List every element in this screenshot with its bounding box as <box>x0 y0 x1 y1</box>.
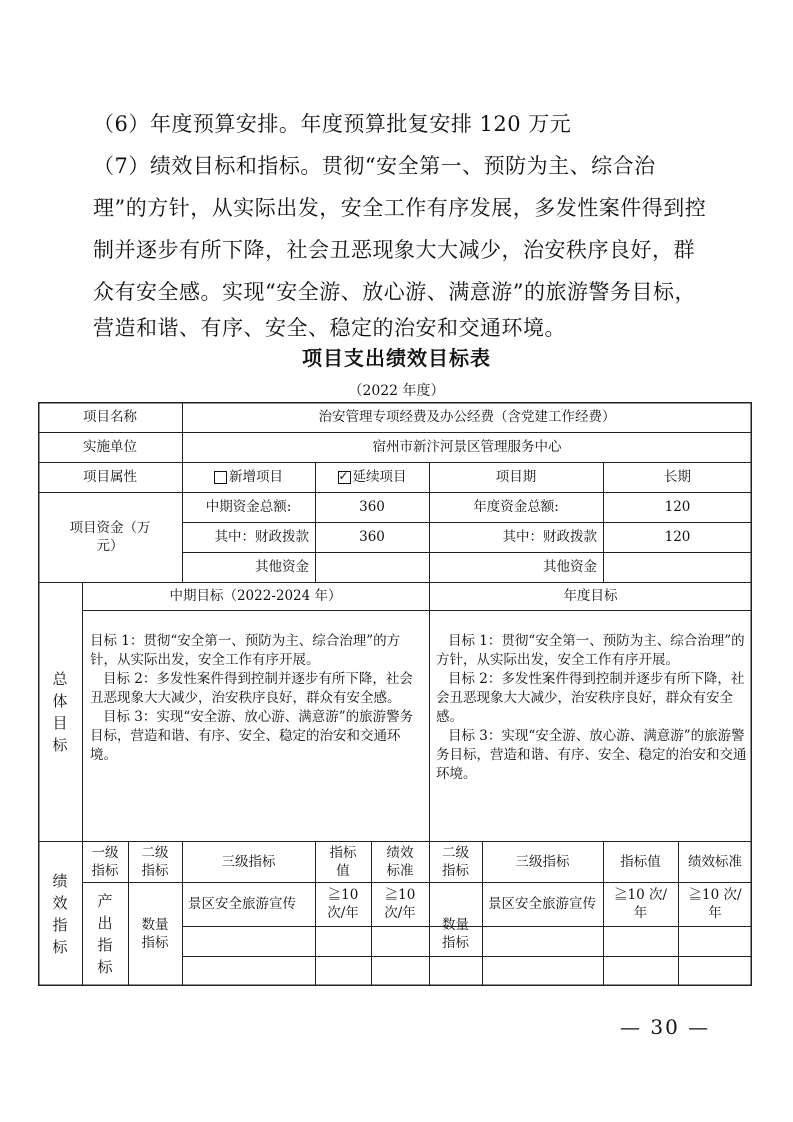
quantity-indicators-label-year: 数量指标 <box>442 917 469 951</box>
header-level2-year: 二级指标 <box>442 844 469 879</box>
year-total-label: 年度资金总额: <box>473 499 559 515</box>
row1-value-year: ≧10 次/年 <box>613 887 668 921</box>
mid-total-value: 360 <box>359 499 385 515</box>
row1-level3-year: 景区安全旅游宣传 <box>488 896 596 912</box>
checkbox-checked-icon <box>338 471 351 484</box>
checkbox-empty-icon <box>214 471 227 484</box>
row1-value: ≧10 次/年 <box>327 887 359 921</box>
attr-continue-option <box>315 462 429 492</box>
attr-continue-label: 延续项目 <box>352 469 407 485</box>
attr-new-label: 新增项目 <box>229 469 283 485</box>
row1-standard: ≧10 次/年 <box>384 887 416 921</box>
mid-goal-header: 中期目标（2022-2024 年） <box>169 588 342 604</box>
unit-label: 实施单位 <box>83 439 137 455</box>
year-other-label: 其他资金 <box>543 559 597 575</box>
performance-table <box>38 402 752 986</box>
header-level3-year: 三级指标 <box>515 853 570 870</box>
year-goal-header: 年度目标 <box>563 588 618 604</box>
header-level1: 一级指标 <box>91 844 119 879</box>
project-name-value: 治安管理专项经费及办公经费（含党建工作经费） <box>318 409 616 425</box>
paragraph-goals-line-2: 理”的方针，从实际出发，安全工作有序发展，多发性案件得到控 <box>93 196 707 220</box>
mid-goal-3: 目标 3：实现“安全游、放心游、满意游”的旅游警务目标，营造和谐、有序、安全、稳定的治安和交通环境。 <box>90 709 414 763</box>
mid-fiscal-value: 360 <box>359 529 385 545</box>
paragraph-goals-line-5: 营造和谐、有序、安全、稳定的治安和交通环境。 <box>93 316 566 340</box>
project-attr-label: 项目属性 <box>83 469 137 485</box>
table-title: 项目支出绩效目标表 <box>302 346 491 370</box>
period-value: 长期 <box>664 469 691 485</box>
output-indicators-label: 产出指标 <box>97 892 113 976</box>
header-standard-year: 绩效标准 <box>688 853 742 870</box>
overall-goals-label: 总体目标 <box>52 669 68 754</box>
page-number: — 30 — <box>620 1015 711 1039</box>
paragraph-goals-line-1: （7）绩效目标和指标。贯彻“安全第一、预防为主、综合治 <box>93 154 656 178</box>
paragraph-goals-line-3: 制并逐步有所下降，社会丑恶现象大大减少，治安秩序良好，群 <box>93 238 695 262</box>
paragraph-budget: （6）年度预算安排。年度预算批复安排 120 万元 <box>93 112 572 136</box>
mid-goal-2: 目标 2：多发性案件得到控制并逐步有所下降，社会丑恶现象大大减少，治安秩序良好，群众有安全感。 <box>90 671 413 706</box>
quantity-indicators-label: 数量指标 <box>141 917 169 951</box>
mid-other-label: 其他资金 <box>255 559 309 575</box>
header-value-year: 指标值 <box>620 853 661 870</box>
row1-level3: 景区安全旅游宣传 <box>188 896 296 912</box>
funds-label: 项目资金（万元） <box>69 520 151 554</box>
header-level2: 二级指标 <box>141 844 169 879</box>
table-subtitle: （2022 年度） <box>348 383 445 399</box>
header-level3: 三级指标 <box>221 853 276 870</box>
header-value: 指标值 <box>329 844 357 879</box>
project-name-label: 项目名称 <box>83 409 137 425</box>
year-goal-3: 目标 3：实现“安全游、放心游、满意游”的旅游警务目标，营造和谐、有序、安全、稳定的治安和交通环境。 <box>436 728 747 782</box>
year-total-value: 120 <box>664 499 691 515</box>
attr-new-option <box>182 462 315 492</box>
year-goals-text <box>436 632 748 784</box>
paragraph-goals-line-4: 众有安全感。实现“安全游、放心游、满意游”的旅游警务目标， <box>93 280 696 304</box>
performance-indicators-label: 绩效指标 <box>52 871 68 956</box>
year-fiscal-label: 其中：财政拨款 <box>502 529 597 545</box>
year-goal-2: 目标 2：多发性案件得到控制并逐步有所下降，社会丑恶现象大大减少，治安秩序良好，群众有安全感。 <box>436 671 745 725</box>
header-standard: 绩效标准 <box>386 844 414 879</box>
period-label: 项目期 <box>495 469 537 485</box>
year-fiscal-value: 120 <box>664 529 691 545</box>
mid-goals-text <box>90 632 424 765</box>
mid-fiscal-label: 其中：财政拨款 <box>214 529 309 545</box>
mid-goal-1: 目标 1：贯彻“安全第一、预防为主、综合治理”的方针，从实际出发，安全工作有序开展。 <box>90 633 401 668</box>
mid-total-label: 中期资金总额: <box>205 499 292 515</box>
row1-standard-year: ≧10 次/年 <box>688 887 742 921</box>
unit-value: 宿州市新汴河景区管理服务中心 <box>372 439 562 455</box>
year-goal-1: 目标 1：贯彻“安全第一、预防为主、综合治理”的方针，从实际出发，安全工作有序开展。 <box>436 633 745 668</box>
